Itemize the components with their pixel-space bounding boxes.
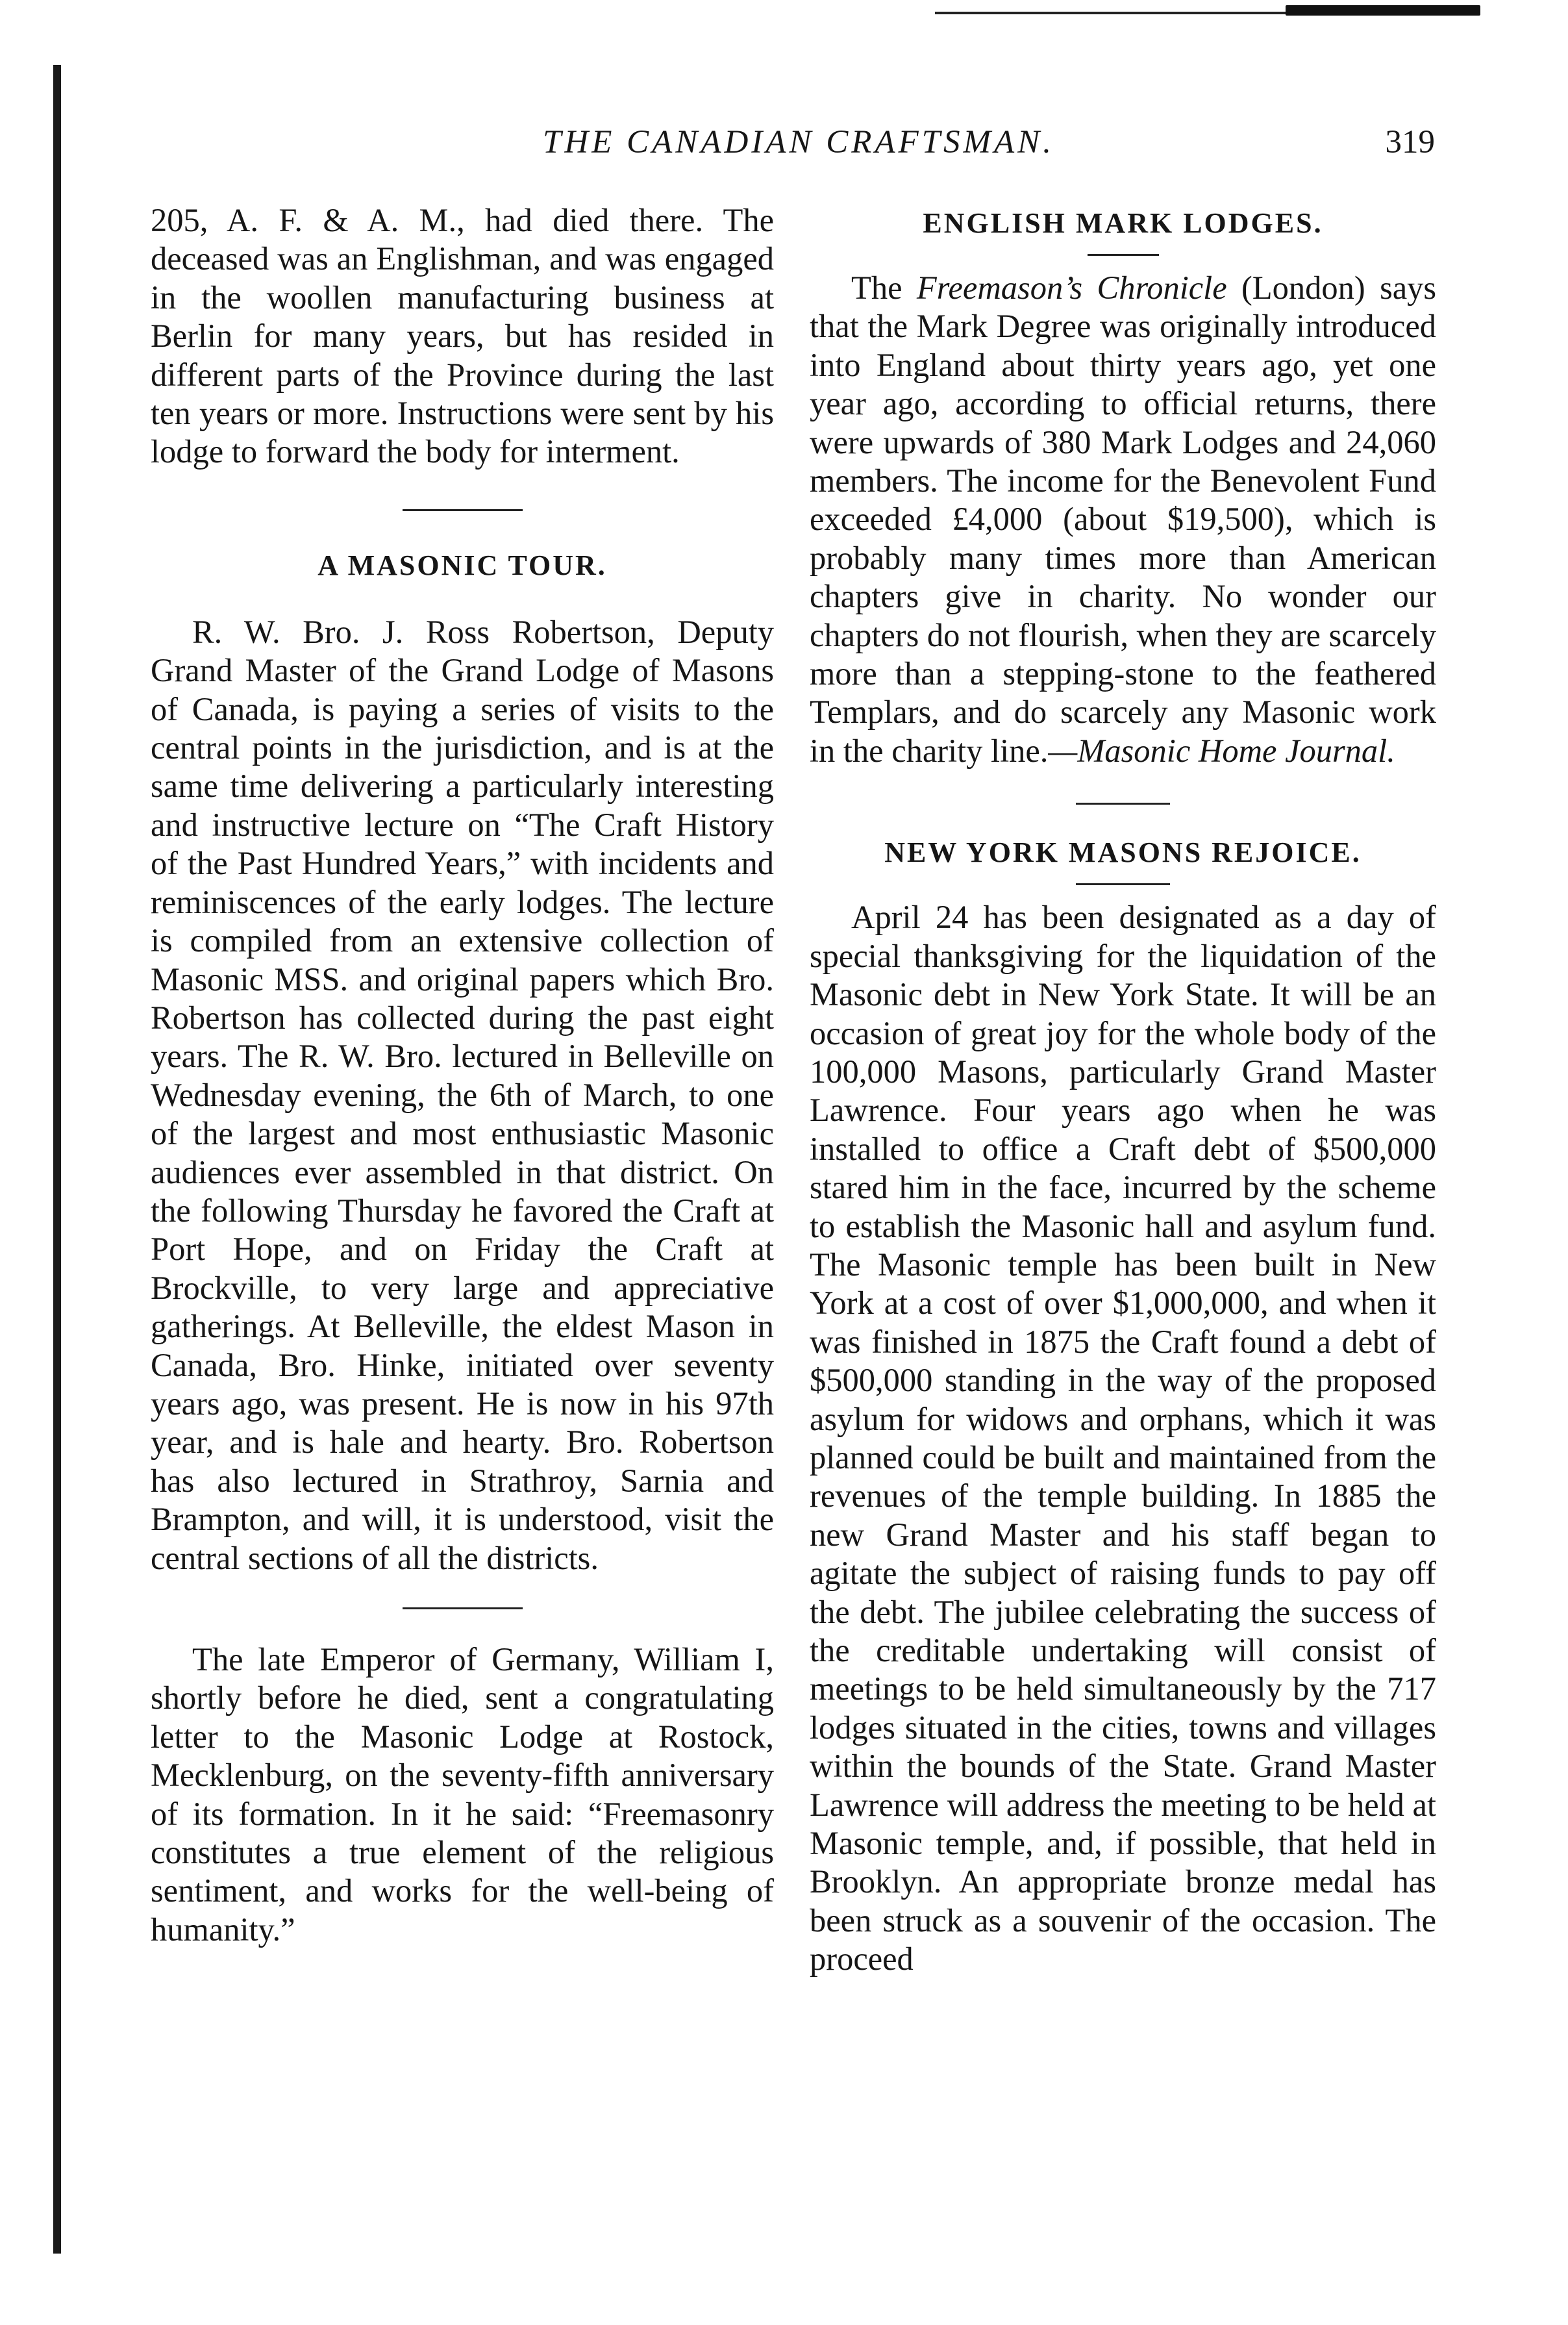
section-divider bbox=[403, 509, 523, 511]
new-york-heading: NEW YORK MASONS REJOICE. bbox=[884, 836, 1362, 869]
publication-title: Freemason’s Chronicle bbox=[916, 270, 1227, 306]
section-divider bbox=[1076, 803, 1170, 805]
section-divider bbox=[403, 1607, 523, 1609]
masonic-tour-article: R. W. Bro. J. Ross Robertson, Deputy Grand Master of the Grand Lodge of Masons of Canada, is paying a series of visits to the central points in the jurisdiction, and is at the same time delivering a particularly interesting and instructive lecture on “The Craft History of the Past Hundred Years,” with incidents and reminiscences of the early lodges. The lecture is compiled from an extensive collection of Masonic MSS. and original papers which Bro. Robertson has collected during the past eight years. The R. W. Bro. lectured in Belleville on Wednesday evening, the 6th of March, to one of the largest and most enthusiastic Masonic audiences ever assembled in that district. On the following Thursday he favored the Craft at Port Hope, and on Friday the Craft at Brockville, to very large and appreciative gatherings. At Belleville, the eldest Mason in Canada, Bro. Hinke, initiated over seventy years ago, was present. He is now in his 97th year, and is hale and hearty. Bro. Robertson has also lectured in Strathroy, Sarnia and Brampton, and will, it is understood, visit the central sections of all the districts. bbox=[151, 613, 774, 1576]
running-head bbox=[143, 123, 1454, 175]
right-column bbox=[810, 201, 1436, 1979]
binding-edge-line bbox=[53, 65, 61, 2254]
heading-underline bbox=[1076, 883, 1170, 885]
top-edge-rule-thick bbox=[1286, 5, 1480, 16]
masonic-tour-heading: A MASONIC TOUR. bbox=[317, 549, 607, 581]
mark-lodges-heading: ENGLISH MARK LODGES. bbox=[923, 207, 1323, 239]
left-column bbox=[151, 201, 774, 1949]
new-york-article: April 24 has been designated as a day of special thanksgiving for the liquidation of the Masonic debt in New York State. It will be an occasion of great joy for the whole body of the 100,000 Masons, particularly Grand Master Lawrence. Four years ago when he was installed to office a Craft debt of $500,000 stared him in the face, incurred by the scheme to establish the Masonic hall and asylum fund. The Masonic temple has been built in New York at a cost of over $1,000,000, and when it was finished in 1875 the Craft found a debt of $500,000 standing in the way of the proposed asylum for widows and orphans, which it was planned could be built and maintained from the revenues of the temple building. In 1885 the new Grand Master and his staff began to agitate the subject of raising funds to pay off the debt. The jubilee celebrating the success of the creditable undertaking will consist of meetings to be held simultaneously by the 717 lodges situated in the cities, towns and villages within the bounds of the State. Grand Master Lawrence will address the meeting to be held at Masonic temple, and, if possible, that held in Brooklyn. An appropriate bronze medal has been struck as a souvenir of the occasion. The proceed bbox=[810, 899, 1436, 1978]
heading-underline bbox=[1088, 254, 1159, 256]
running-title: THE CANADIAN CRAFTSMAN. bbox=[543, 124, 1054, 160]
emperor-article: The late Emperor of Germany, William I, shortly before he died, sent a congratulating letter to the Masonic Lodge at Rostock, Mecklenburg, on the seventy-fifth anniversary of its formation. In it he said: “Freemasonry constitutes a true element of the religious sentiment, and works for the well-being of humanity.” bbox=[151, 1641, 774, 1948]
mark-lodges-article bbox=[810, 269, 1436, 770]
continued-paragraph: 205, A. F. & A. M., had died there. The deceased was an Englishman, and was engaged in the woollen manufacturing business at Berlin for many years, but has resided in different parts of the Province during the last ten years or more. Instructions were sent by his lodge to forward the body for interment. bbox=[151, 202, 774, 470]
page-number: 319 bbox=[1385, 124, 1435, 160]
mark-lodges-body: (London) says that the Mark Degree was originally introduced into England about thirty years ago, yet one year ago, according to official returns, there were upwards of 380 Mark Lodges and 24,060 members. The income for the Benevolent Fund exceeded £4,000 (about $19,500), which is probably many times more than American chapters give in charity. No wonder our chapters do not flourish, when they are scarcely more than a stepping-stone to the feathered Templars, and do scarcely any Masonic work in the charity line. bbox=[810, 270, 1437, 769]
mark-lodges-source-lead: The bbox=[851, 270, 902, 306]
article-attribution: —Masonic Home Journal. bbox=[1048, 732, 1395, 769]
